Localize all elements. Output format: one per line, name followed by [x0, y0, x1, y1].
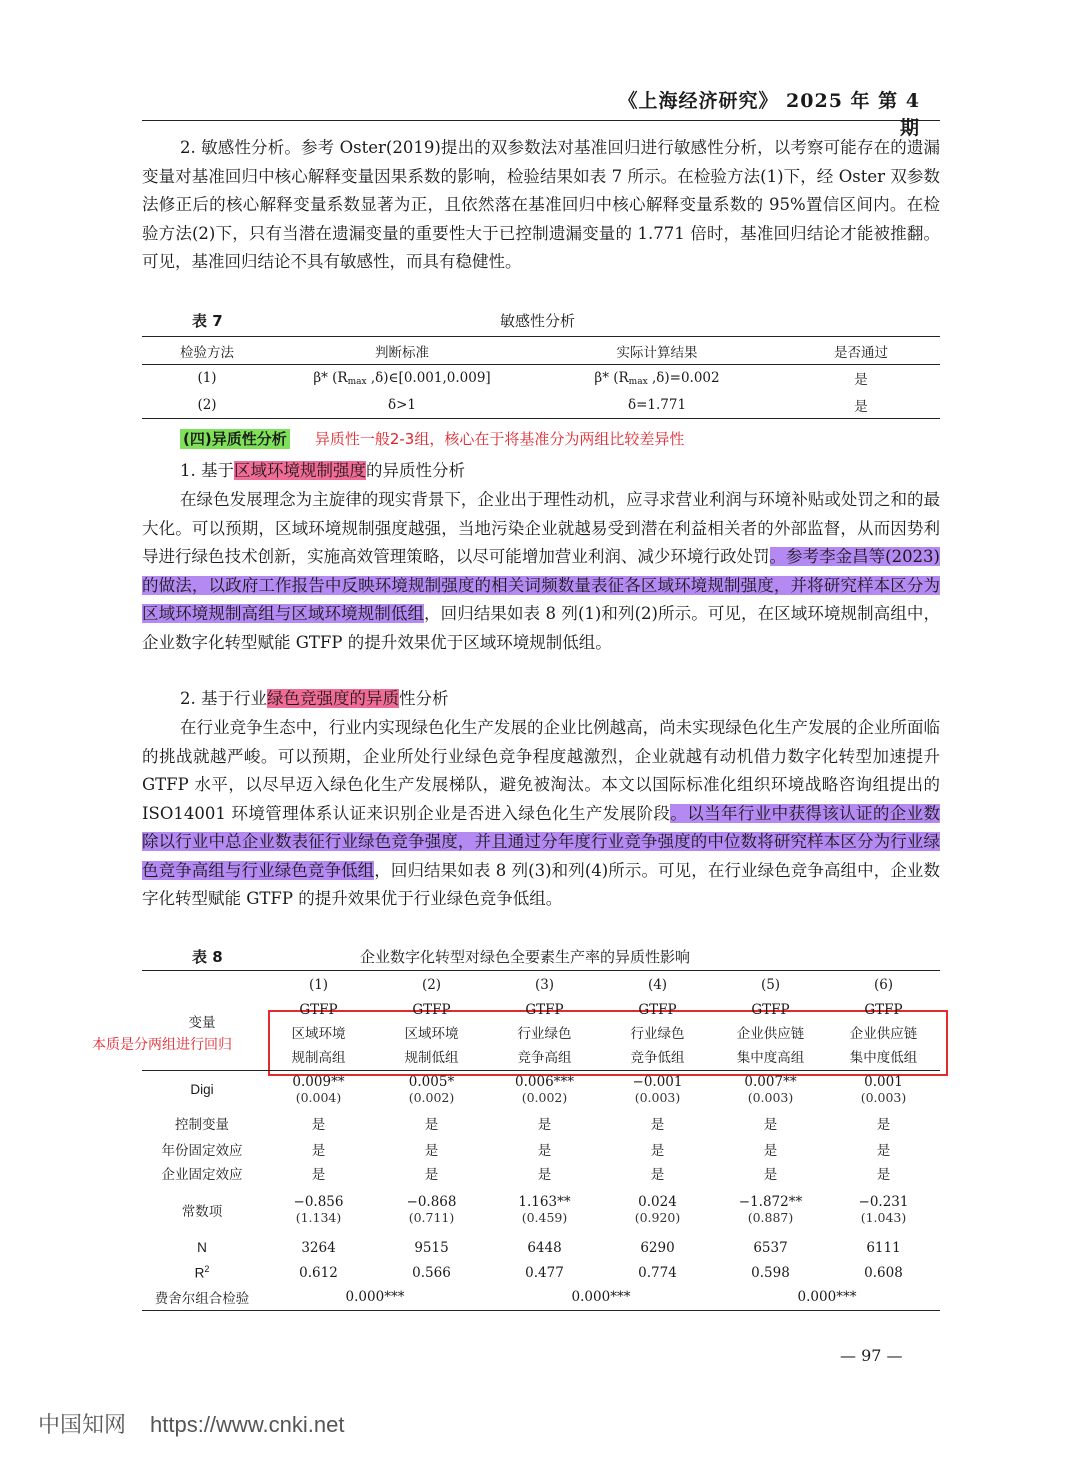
- dep-var: GTFP: [864, 1001, 903, 1018]
- coef-cell: 0.001 (0.003): [860, 1074, 907, 1106]
- table8-red-note: 本质是分两组进行回归: [92, 1037, 232, 1053]
- page-number: — 97 —: [840, 1346, 903, 1365]
- table7-cell: δ=1.771: [627, 396, 687, 413]
- table8-label: 表 8: [192, 948, 223, 966]
- row-label: 年份固定效应: [161, 1142, 243, 1159]
- table7-cell: (2): [197, 396, 217, 413]
- journal-header: 《上海经济研究》 2025 年 第 4 期: [618, 90, 920, 139]
- coef-cell: 0.007** (0.003): [744, 1074, 797, 1106]
- coef-cell: −0.001 (0.003): [632, 1074, 683, 1106]
- table-row: $R^2$ 0.612 0.566 0.477 0.774 0.598 0.608: [142, 1261, 940, 1285]
- table-row: [142, 365, 940, 392]
- group-label: 集中度低组: [849, 1050, 918, 1067]
- fisher-cell: 0.000***: [797, 1289, 857, 1306]
- table7-title: 敏感性分析: [500, 312, 576, 330]
- subsection1-title: 1. 基于区域环境规制强度的异质性分析: [180, 461, 465, 480]
- fisher-cell: 0.000***: [571, 1289, 631, 1306]
- dep-var: GTFP: [525, 1001, 564, 1018]
- sensitivity-lead: 2. 敏感性分析。: [180, 138, 301, 157]
- table7-cell: β* ($R_{max}$ ,δ)∈[0.001,0.009]: [313, 369, 491, 387]
- row-label: 常数项: [181, 1203, 223, 1220]
- table7-caption: [192, 310, 576, 331]
- table7-header: 判断标准: [375, 344, 429, 361]
- table-row: N 3264 9515 6448 6290 6537 6111: [142, 1235, 940, 1261]
- col-num: (3): [534, 976, 555, 993]
- coef-cell: 0.024 (0.920): [634, 1194, 681, 1225]
- group-label: 区域环境: [404, 1025, 459, 1042]
- table7: [142, 336, 940, 419]
- table8: [142, 970, 940, 1311]
- table-row: 年份固定效应 是 是 是 是 是 是: [142, 1137, 940, 1161]
- row-label: 控制变量: [175, 1116, 229, 1133]
- highlight-method: 。参考李金昌等(2023)的做法，以政府工作报告中反映环境规制强度的相关词频数量表征各区域环境规制强度，并将研究样本区分为区域环境规制高组与区域环境规制低组: [142, 547, 940, 623]
- watermark: [38, 1408, 344, 1439]
- section4-line: [180, 428, 684, 449]
- col-num: (1): [308, 976, 329, 993]
- group-label: 企业供应链: [849, 1025, 918, 1042]
- group-label: 规制低组: [404, 1050, 459, 1067]
- row-label: 费舍尔组合检验: [154, 1291, 250, 1308]
- watermark-url[interactable]: https://www.cnki.net: [150, 1412, 345, 1437]
- dep-var: GTFP: [299, 1001, 338, 1018]
- section4-note: 异质性一般2-3组，核心在于将基准分为两组比较差异性: [314, 430, 685, 448]
- sensitivity-body: 参考 Oster(2019)提出的双参数法对基准回归进行敏感性分析，以考察可能存在的遗漏变量对基准回归中核心解释变量因果系数的影响，检验结果如表 7 所示。在检验方法(1)下，经 Oster 双参数法修正后的核心解释变量系数显著为正，且依然落在基准回归中核心解释变量系数的 95%置信区间内。在检验方法(2)下，只有当潜在遗漏变量的重要性大于已控制遗漏变量的 1.771 倍时，基准回归结论才能被推翻。可见，基准回归结论不具有敏感性，而具有稳健性。: [142, 138, 941, 271]
- group-label: 区域环境: [291, 1025, 346, 1042]
- paragraph-region: 在绿色发展理念为主旋律的现实背景下，企业出于理性动机，应寻求营业利润与环境补贴或处罚之和的最大化。可以预期，区域环境规制强度越强，当地污染企业就越易受到潜在利益相关者的外部监督，从而因势利导进行绿色技术创新，实施高效管理策略，以尽可能增加营业利润、减少环境行政处罚。参考李金昌等(2023)的做法，以政府工作报告中反映环境规制强度的相关词频数量表征各区域环境规制强度，并将研究样本区分为区域环境规制高组与区域环境规制低组，回归结果如表 8 列(1)和列(2)所示。可见，在区域环境规制高组中，企业数字化转型赋能 GTFP 的提升效果优于区域环境规制低组。: [142, 490, 941, 652]
- coef-cell: −1.872** (0.887): [738, 1194, 803, 1225]
- dep-var: GTFP: [638, 1001, 677, 1018]
- header-rule: [142, 120, 940, 121]
- row-label: $R^2$: [194, 1264, 210, 1281]
- group-label: 集中度高组: [736, 1050, 805, 1067]
- group-label: 行业绿色: [517, 1025, 572, 1042]
- table-row: [142, 1185, 940, 1235]
- coef-cell: −0.868 (0.711): [406, 1194, 457, 1225]
- table7-cell: 是: [854, 372, 868, 389]
- table8-title: 企业数字化转型对绿色全要素生产率的异质性影响: [360, 948, 691, 966]
- row-label: Digi: [190, 1082, 214, 1098]
- table-row: [142, 1285, 940, 1311]
- table7-cell: β* ($R_{max}$ ,δ)=0.002: [594, 369, 720, 387]
- subsection2-title: 2. 基于行业绿色竞强度的异质性分析: [180, 689, 449, 708]
- highlight-method: 。以当年行业中获得该认证的企业数除以行业中总企业数表征行业绿色竞争强度，并且通过分年度行业竞争强度的中位数将研究样本区分为行业绿色竞争高组与行业绿色竞争低组: [142, 803, 940, 880]
- table-row: [142, 1071, 940, 1109]
- table7-header: 是否通过: [834, 344, 888, 361]
- paragraph-industry: 在行业竞争生态中，行业内实现绿色化生产发展的企业比例越高，尚未实现绿色化生产发展的企业所面临的挑战就越严峻。可以预期，企业所处行业绿色竞争程度越激烈，企业就越有动机借力数字化转型加速提升 GTFP 水平，以尽早迈入绿色化生产发展梯队，避免被淘汰。本文以国际标准化组织环境战略咨询组提出的 ISO14001 环境管理体系认证来识别企业是否进入绿色化生产发展阶段。以当年行业中获得该认证的企业数除以行业中总企业数表征行业绿色竞争强度，并且通过分年度行业竞争强度的中位数将研究样本区分为行业绿色竞争高组与行业绿色竞争低组，回归结果如表 8 列(3)和列(4)所示。可见，在行业绿色竞争高组中，企业数字化转型赋能 GTFP 的提升效果优于行业绿色竞争低组。: [142, 718, 941, 908]
- coef-cell: 0.009** (0.004): [292, 1074, 345, 1106]
- table7-cell: 是: [854, 398, 868, 415]
- col-num: (5): [760, 976, 781, 993]
- col-num: (2): [421, 976, 442, 993]
- table-row: [142, 392, 940, 419]
- col-num: (6): [873, 976, 894, 993]
- group-label: 竞争高组: [517, 1050, 572, 1067]
- table7-label: 表 7: [192, 312, 223, 330]
- table7-header: 检验方法: [180, 344, 234, 361]
- row-label: N: [197, 1240, 207, 1255]
- fisher-cell: 0.000***: [345, 1289, 405, 1306]
- group-label: 规制高组: [291, 1050, 346, 1067]
- sensitivity-paragraph: [142, 134, 940, 277]
- table7-header: 实际计算结果: [616, 344, 698, 361]
- dep-var: GTFP: [751, 1001, 790, 1018]
- group-label: 竞争低组: [630, 1050, 685, 1067]
- table8-caption: [192, 946, 691, 967]
- dep-var: GTFP: [412, 1001, 451, 1018]
- table-row: 控制变量 是 是 是 是 是 是: [142, 1109, 940, 1137]
- coef-cell: −0.856 (1.134): [293, 1194, 344, 1225]
- group-label: 行业绿色: [630, 1025, 685, 1042]
- watermark-brand: 中国知网: [38, 1413, 127, 1438]
- section4-title: (四)异质性分析: [180, 429, 290, 449]
- group-label: 企业供应链: [736, 1025, 805, 1042]
- table8-var-header: 变量: [142, 971, 262, 1071]
- row-label: 企业固定效应: [161, 1166, 243, 1183]
- coef-cell: 0.006*** (0.002): [515, 1074, 574, 1106]
- table7-cell: (1): [197, 370, 217, 387]
- table7-cell: δ>1: [387, 396, 417, 413]
- coef-cell: −0.231 (1.043): [858, 1194, 909, 1225]
- coef-cell: 0.005* (0.002): [408, 1074, 455, 1106]
- col-num: (4): [647, 976, 668, 993]
- coef-cell: 1.163** (0.459): [518, 1194, 571, 1225]
- table-row: 企业固定效应 是 是 是 是 是 是: [142, 1161, 940, 1185]
